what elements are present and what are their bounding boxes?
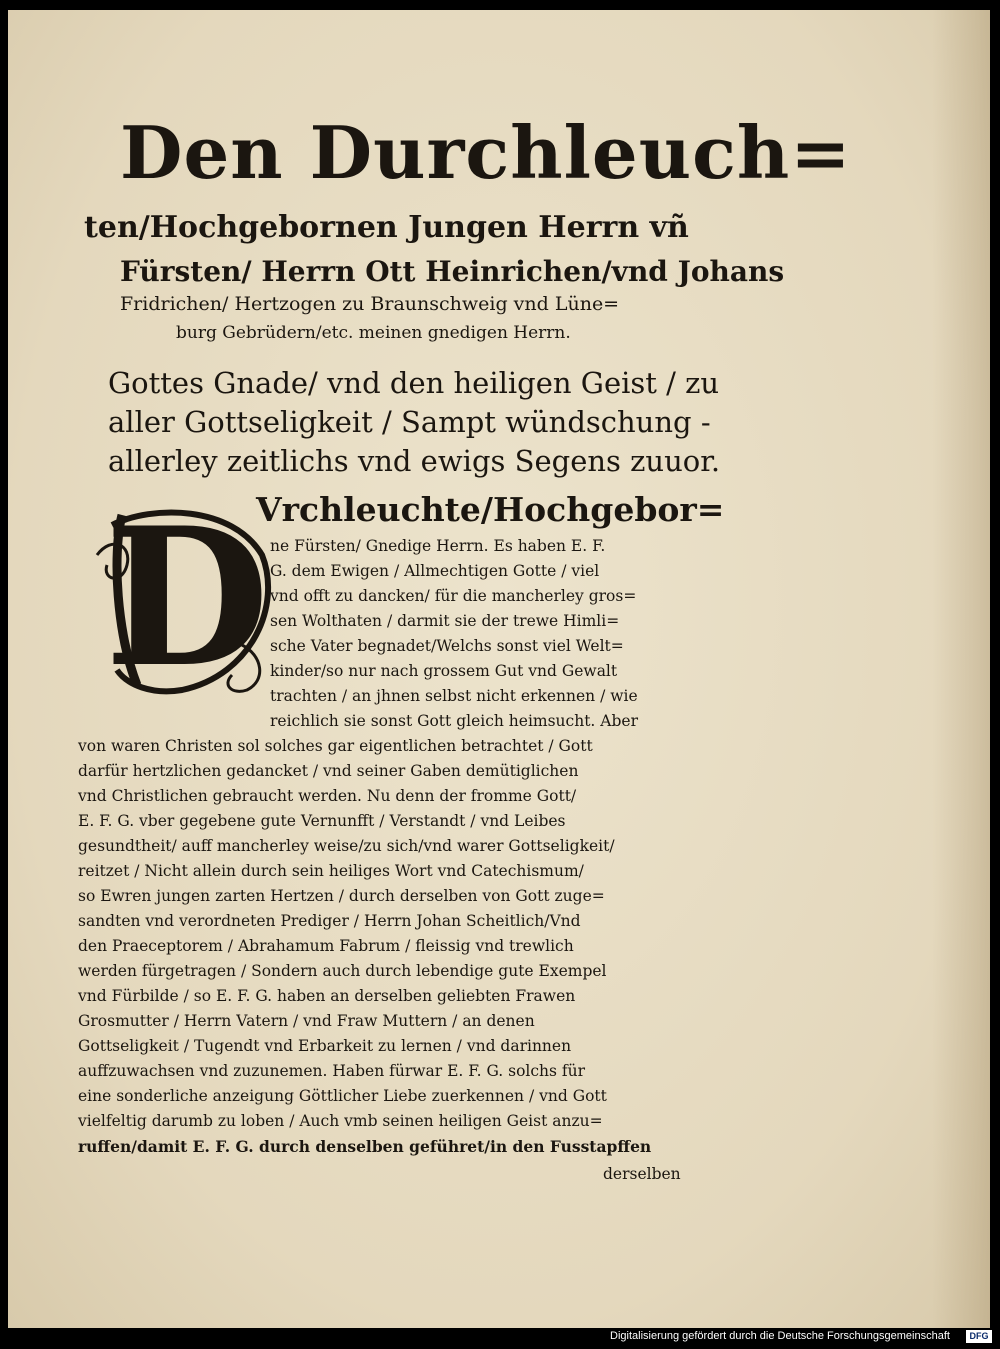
body-line: sche Vater begnadet/Welchs sonst viel Welt=: [270, 637, 624, 655]
body-line: vielfeltig darumb zu loben / Auch vmb seinen heiligen Geist anzu=: [78, 1112, 603, 1130]
title-line-1: Den Durchleuch=: [120, 110, 852, 195]
catchword: derselben: [603, 1165, 681, 1183]
body-line: von waren Christen sol solches gar eigentlichen betrachtet / Gott: [78, 737, 593, 755]
document-page: [8, 10, 990, 1328]
body-line: sen Wolthaten / darmit sie der trewe Himli=: [270, 612, 620, 630]
body-line: E. F. G. vber gegebene gute Vernunfft / Verstandt / vnd Leibes: [78, 812, 566, 830]
body-line: kinder/so nur nach grossem Gut vnd Gewalt: [270, 662, 618, 680]
initial-letter: D: [104, 486, 270, 709]
page-edge-shadow: [932, 10, 990, 1328]
body-line: reichlich sie sonst Gott gleich heimsucht. Aber: [270, 712, 638, 730]
greeting-line-1: Gottes Gnade/ vnd den heiligen Geist / zu: [108, 366, 720, 400]
body-first-line: Vrchleuchte/Hochgebor=: [256, 490, 725, 529]
title-line-5: burg Gebrüdern/etc. meinen gnedigen Herrn.: [176, 323, 571, 343]
greeting-line-2: aller Gottseligkeit / Sampt wündschung -: [108, 405, 711, 439]
body-line: auffzuwachsen vnd zuzunemen. Haben fürwar E. F. G. solchs für: [78, 1062, 586, 1080]
body-line: ne Fürsten/ Gnedige Herrn. Es haben E. F.: [270, 537, 606, 555]
body-line: reitzet / Nicht allein durch sein heiliges Wort vnd Catechismum/: [78, 862, 584, 880]
body-line: G. dem Ewigen / Allmechtigen Gotte / viel: [270, 562, 600, 580]
body-line: trachten / an jhnen selbst nicht erkennen / wie: [270, 687, 638, 705]
title-line-4: Fridrichen/ Hertzogen zu Braunschweig vnd Lüne=: [120, 293, 620, 315]
funding-credit: Digitalisierung gefördert durch die Deutsche Forschungsgemeinschaft: [610, 1330, 950, 1342]
body-line: vnd Fürbilde / so E. F. G. haben an derselben geliebten Frawen: [78, 987, 576, 1005]
greeting-line-3: allerley zeitlichs vnd ewigs Segens zuuor.: [108, 444, 721, 478]
dfg-logo: DFG: [966, 1330, 992, 1343]
title-line-3: Fürsten/ Herrn Ott Heinrichen/vnd Johans: [120, 255, 785, 288]
body-line: ruffen/damit E. F. G. durch denselben geführet/in den Fusstapffen: [78, 1137, 652, 1156]
body-line: darfür hertzlichen gedancket / vnd seiner Gaben demütiglichen: [78, 762, 579, 780]
body-line: eine sonderliche anzeigung Göttlicher Liebe zuerkennen / vnd Gott: [78, 1087, 607, 1105]
body-line: den Praeceptorem / Abrahamum Fabrum / fleissig vnd trewlich: [78, 937, 574, 955]
body-line: gesundtheit/ auff mancherley weise/zu sich/vnd warer Gottseligkeit/: [78, 837, 615, 855]
body-line: vnd Christlichen gebraucht werden. Nu denn der fromme Gott/: [78, 787, 577, 805]
body-line: so Ewren jungen zarten Hertzen / durch derselben von Gott zuge=: [78, 887, 605, 905]
body-line: Grosmutter / Herrn Vatern / vnd Fraw Muttern / an denen: [78, 1012, 535, 1030]
decorated-initial: [92, 486, 282, 709]
title-line-2: ten/Hochgebornen Jungen Herrn vñ: [84, 210, 689, 245]
body-line: werden fürgetragen / Sondern auch durch lebendige gute Exempel: [78, 962, 607, 980]
body-line: Gottseligkeit / Tugendt vnd Erbarkeit zu lernen / vnd darinnen: [78, 1037, 572, 1055]
body-line: sandten vnd verordneten Prediger / Herrn Johan Scheitlich/Vnd: [78, 912, 581, 930]
body-line: vnd offt zu dancken/ für die mancherley gros=: [270, 587, 637, 605]
